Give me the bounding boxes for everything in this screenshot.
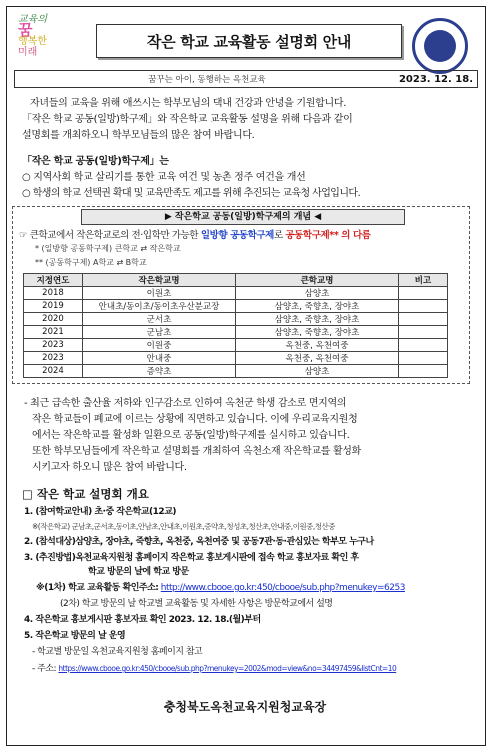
overview-item-3-note-1 bbox=[36, 582, 405, 595]
cell-year: 2024 bbox=[24, 365, 83, 378]
cell-small-school: 증약초 bbox=[83, 365, 236, 378]
col-small-school: 작은학교명 bbox=[83, 274, 236, 287]
document-title: 작은 학교 교육활동 설명회 안내 bbox=[96, 24, 402, 58]
cell-small-school: 안내중 bbox=[83, 352, 236, 365]
background-line-3: 에서는 작은학교를 활성화 일환으로 공동(일방)학구제를 실시하고 있습니다. bbox=[32, 430, 350, 441]
cell-note bbox=[399, 352, 448, 365]
concept-line-mid: 로 bbox=[273, 230, 283, 241]
cell-large-school: 삼양초 bbox=[236, 365, 399, 378]
note-1-prefix: ※(1차) 학교 교육활동 확인주소: bbox=[36, 583, 159, 593]
col-note: 비고 bbox=[399, 274, 448, 287]
logo-text-3: 행복한 bbox=[18, 36, 47, 47]
office-seal-icon bbox=[412, 18, 468, 74]
header bbox=[14, 12, 476, 86]
cell-large-school: 삼양초, 죽향초, 장야초 bbox=[236, 313, 399, 326]
overview-item-1-text: 1. (참여학교안내) 초·중 작은학교(12교) bbox=[24, 507, 177, 517]
background-line-5: 시키고자 하오니 많은 참여 바랍니다. bbox=[32, 462, 187, 473]
address-prefix: - 주소: bbox=[32, 664, 57, 674]
table-row bbox=[24, 326, 448, 339]
cell-large-school: 옥천중, 옥천여중 bbox=[236, 339, 399, 352]
cell-year: 2021 bbox=[24, 326, 83, 339]
document-date: 2023. 12. 18. bbox=[398, 73, 473, 85]
purpose-item-1: ○ 지역사회 학교 살리기를 통한 교육 여건 및 농촌 정주 여건을 개선 bbox=[22, 172, 306, 183]
overview-item-5 bbox=[24, 630, 125, 643]
cell-small-school: 이원초 bbox=[83, 287, 236, 300]
cell-note bbox=[399, 287, 448, 300]
overview-item-4-text: 4. 작은학교 홍보게시판 홍보자료 확인 2023. 12. 18.(월)부터 bbox=[24, 615, 261, 625]
purpose-item-2: ○ 학생의 학교 선택권 확대 및 교육만족도 제고를 위해 추진되는 교육청 사업입니다. bbox=[22, 188, 361, 199]
cell-small-school: 안내초/동이초/동이초우산분교장 bbox=[83, 300, 236, 313]
logo-text-1: 교육의 bbox=[18, 14, 47, 25]
overview-item-1 bbox=[24, 506, 176, 519]
cell-large-school: 삼양초, 죽향초, 장야초 bbox=[236, 326, 399, 339]
logo-text-4: 미래 bbox=[18, 47, 38, 58]
cell-note bbox=[399, 300, 448, 313]
visit-day-url-link[interactable]: https://www.cbooe.go.kr:450/cbooe/sub.php?menukey=2002&mod=view&no=34497459&listCnt=10 bbox=[58, 664, 397, 673]
issuer-signature: 충청북도옥천교육지원청교육장 bbox=[163, 700, 327, 714]
table-row bbox=[24, 339, 448, 352]
cell-year: 2023 bbox=[24, 352, 83, 365]
purpose-heading: 「작은 학교 공동(일방)학구제」는 bbox=[22, 156, 169, 167]
background-line-1: - 최근 급속한 출산율 저하와 인구감소로 인하여 옥천군 학생 감소로 면지역의 bbox=[24, 398, 347, 409]
table-row bbox=[24, 365, 448, 378]
overview-item-3-text: 3. (추진방법)옥천교육지원청 홈페이지 작은학교 홍보게시판에 접속 학교 홍보자료 확인 후 bbox=[24, 553, 359, 563]
concept-joint: 공동학구제** 의 다름 bbox=[285, 230, 371, 241]
background-line-4: 또한 학부모님들에게 작은학교 설명회를 개최하여 옥천소재 작은학교를 활성화 bbox=[32, 446, 362, 457]
col-year: 지정연도 bbox=[24, 274, 83, 287]
overview-item-2 bbox=[24, 536, 374, 549]
cell-large-school: 삼양초, 죽향초, 장야초 bbox=[236, 300, 399, 313]
overview-item-3 bbox=[24, 552, 359, 565]
slogan: 꿈꾸는 아이, 동행하는 옥천교육 bbox=[148, 75, 266, 85]
overview-item-3-cont-text: 학교 방문의 날에 학교 방문 bbox=[88, 567, 189, 577]
legend-joint: ** (공동학구제) A학교 ⇄ B학교 bbox=[35, 258, 147, 267]
cell-year: 2019 bbox=[24, 300, 83, 313]
background-line-2: 작은 학교들이 폐교에 이르는 상황에 직면하고 있습니다. 이에 우리교육지원청 bbox=[32, 414, 358, 425]
overview-item-3-cont bbox=[88, 566, 189, 579]
cell-year: 2023 bbox=[24, 339, 83, 352]
table-row bbox=[24, 352, 448, 365]
cell-note bbox=[399, 313, 448, 326]
overview-item-1-note: ※(작은학교) 군남초,군서초,동이초,안남초,안내초,이원초,증약초,청성초,청산초,안내중,이원중,청산중 bbox=[32, 522, 336, 531]
concept-line bbox=[19, 227, 371, 241]
designation-table bbox=[23, 273, 448, 378]
intro-line-2: 「작은 학교 공동(일방)학구제」와 작은학교 교육활동 설명을 위해 다음과 같이 bbox=[22, 114, 353, 125]
table-row bbox=[24, 313, 448, 326]
overview-item-5-text: 5. 작은학교 방문의 날 운영 bbox=[24, 631, 126, 641]
overview-item-3-note-2: (2차) 학교 방문의 날 학교별 교육활동 및 자세한 사항은 방문학교에서 설명 bbox=[60, 599, 333, 609]
cell-year: 2020 bbox=[24, 313, 83, 326]
legend-one-way: * (일방향 공동학구제) 큰학교 ⇄ 작은학교 bbox=[35, 244, 181, 253]
cell-note bbox=[399, 326, 448, 339]
concept-box bbox=[12, 206, 470, 384]
concept-one-way: 일방향 공동학구제 bbox=[200, 230, 274, 241]
concept-line-prefix: ☞ 큰학교에서 작은학교로의 전·입학만 가능한 bbox=[19, 230, 199, 241]
overview-item-2-text: 2. (참석대상)삼양초, 장야초, 죽향초, 옥천중, 옥천여중 및 공동7관·동·관심있는 학부모 누구나 bbox=[24, 537, 374, 547]
table-header-row bbox=[24, 274, 448, 287]
slogan-bar bbox=[14, 70, 478, 88]
cell-large-school: 삼양초 bbox=[236, 287, 399, 300]
logo-text-2: 꿈 bbox=[18, 21, 33, 39]
overview-item-5-a: - 학교별 방문일 옥천교육지원청 홈페이지 참고 bbox=[32, 647, 203, 657]
intro-line-3: 설명회를 개최하오니 학부모님들의 많은 참여 바랍니다. bbox=[22, 130, 255, 141]
intro-line-1: 자녀들의 교육을 위해 애쓰시는 학부모님의 댁내 건강과 안녕을 기원합니다. bbox=[30, 98, 347, 109]
education-logo bbox=[18, 14, 84, 72]
table-row bbox=[24, 287, 448, 300]
col-large-school: 큰학교명 bbox=[236, 274, 399, 287]
cell-year: 2018 bbox=[24, 287, 83, 300]
table-row bbox=[24, 300, 448, 313]
concept-heading: ▶ 작은학교 공동(일방)학구제의 개념 ◀ bbox=[81, 209, 405, 225]
cell-small-school: 이원중 bbox=[83, 339, 236, 352]
overview-title: □ 작은 학교 설명회 개요 bbox=[22, 487, 149, 501]
cell-note bbox=[399, 365, 448, 378]
cell-small-school: 군서초 bbox=[83, 313, 236, 326]
activity-url-link[interactable]: http://www.cbooe.go.kr:450/cbooe/sub.php?menukey=6253 bbox=[160, 583, 405, 593]
cell-note bbox=[399, 339, 448, 352]
cell-small-school: 군남초 bbox=[83, 326, 236, 339]
overview-item-4 bbox=[24, 614, 261, 627]
overview-item-5-b bbox=[32, 662, 396, 676]
cell-large-school: 옥천중, 옥천여중 bbox=[236, 352, 399, 365]
